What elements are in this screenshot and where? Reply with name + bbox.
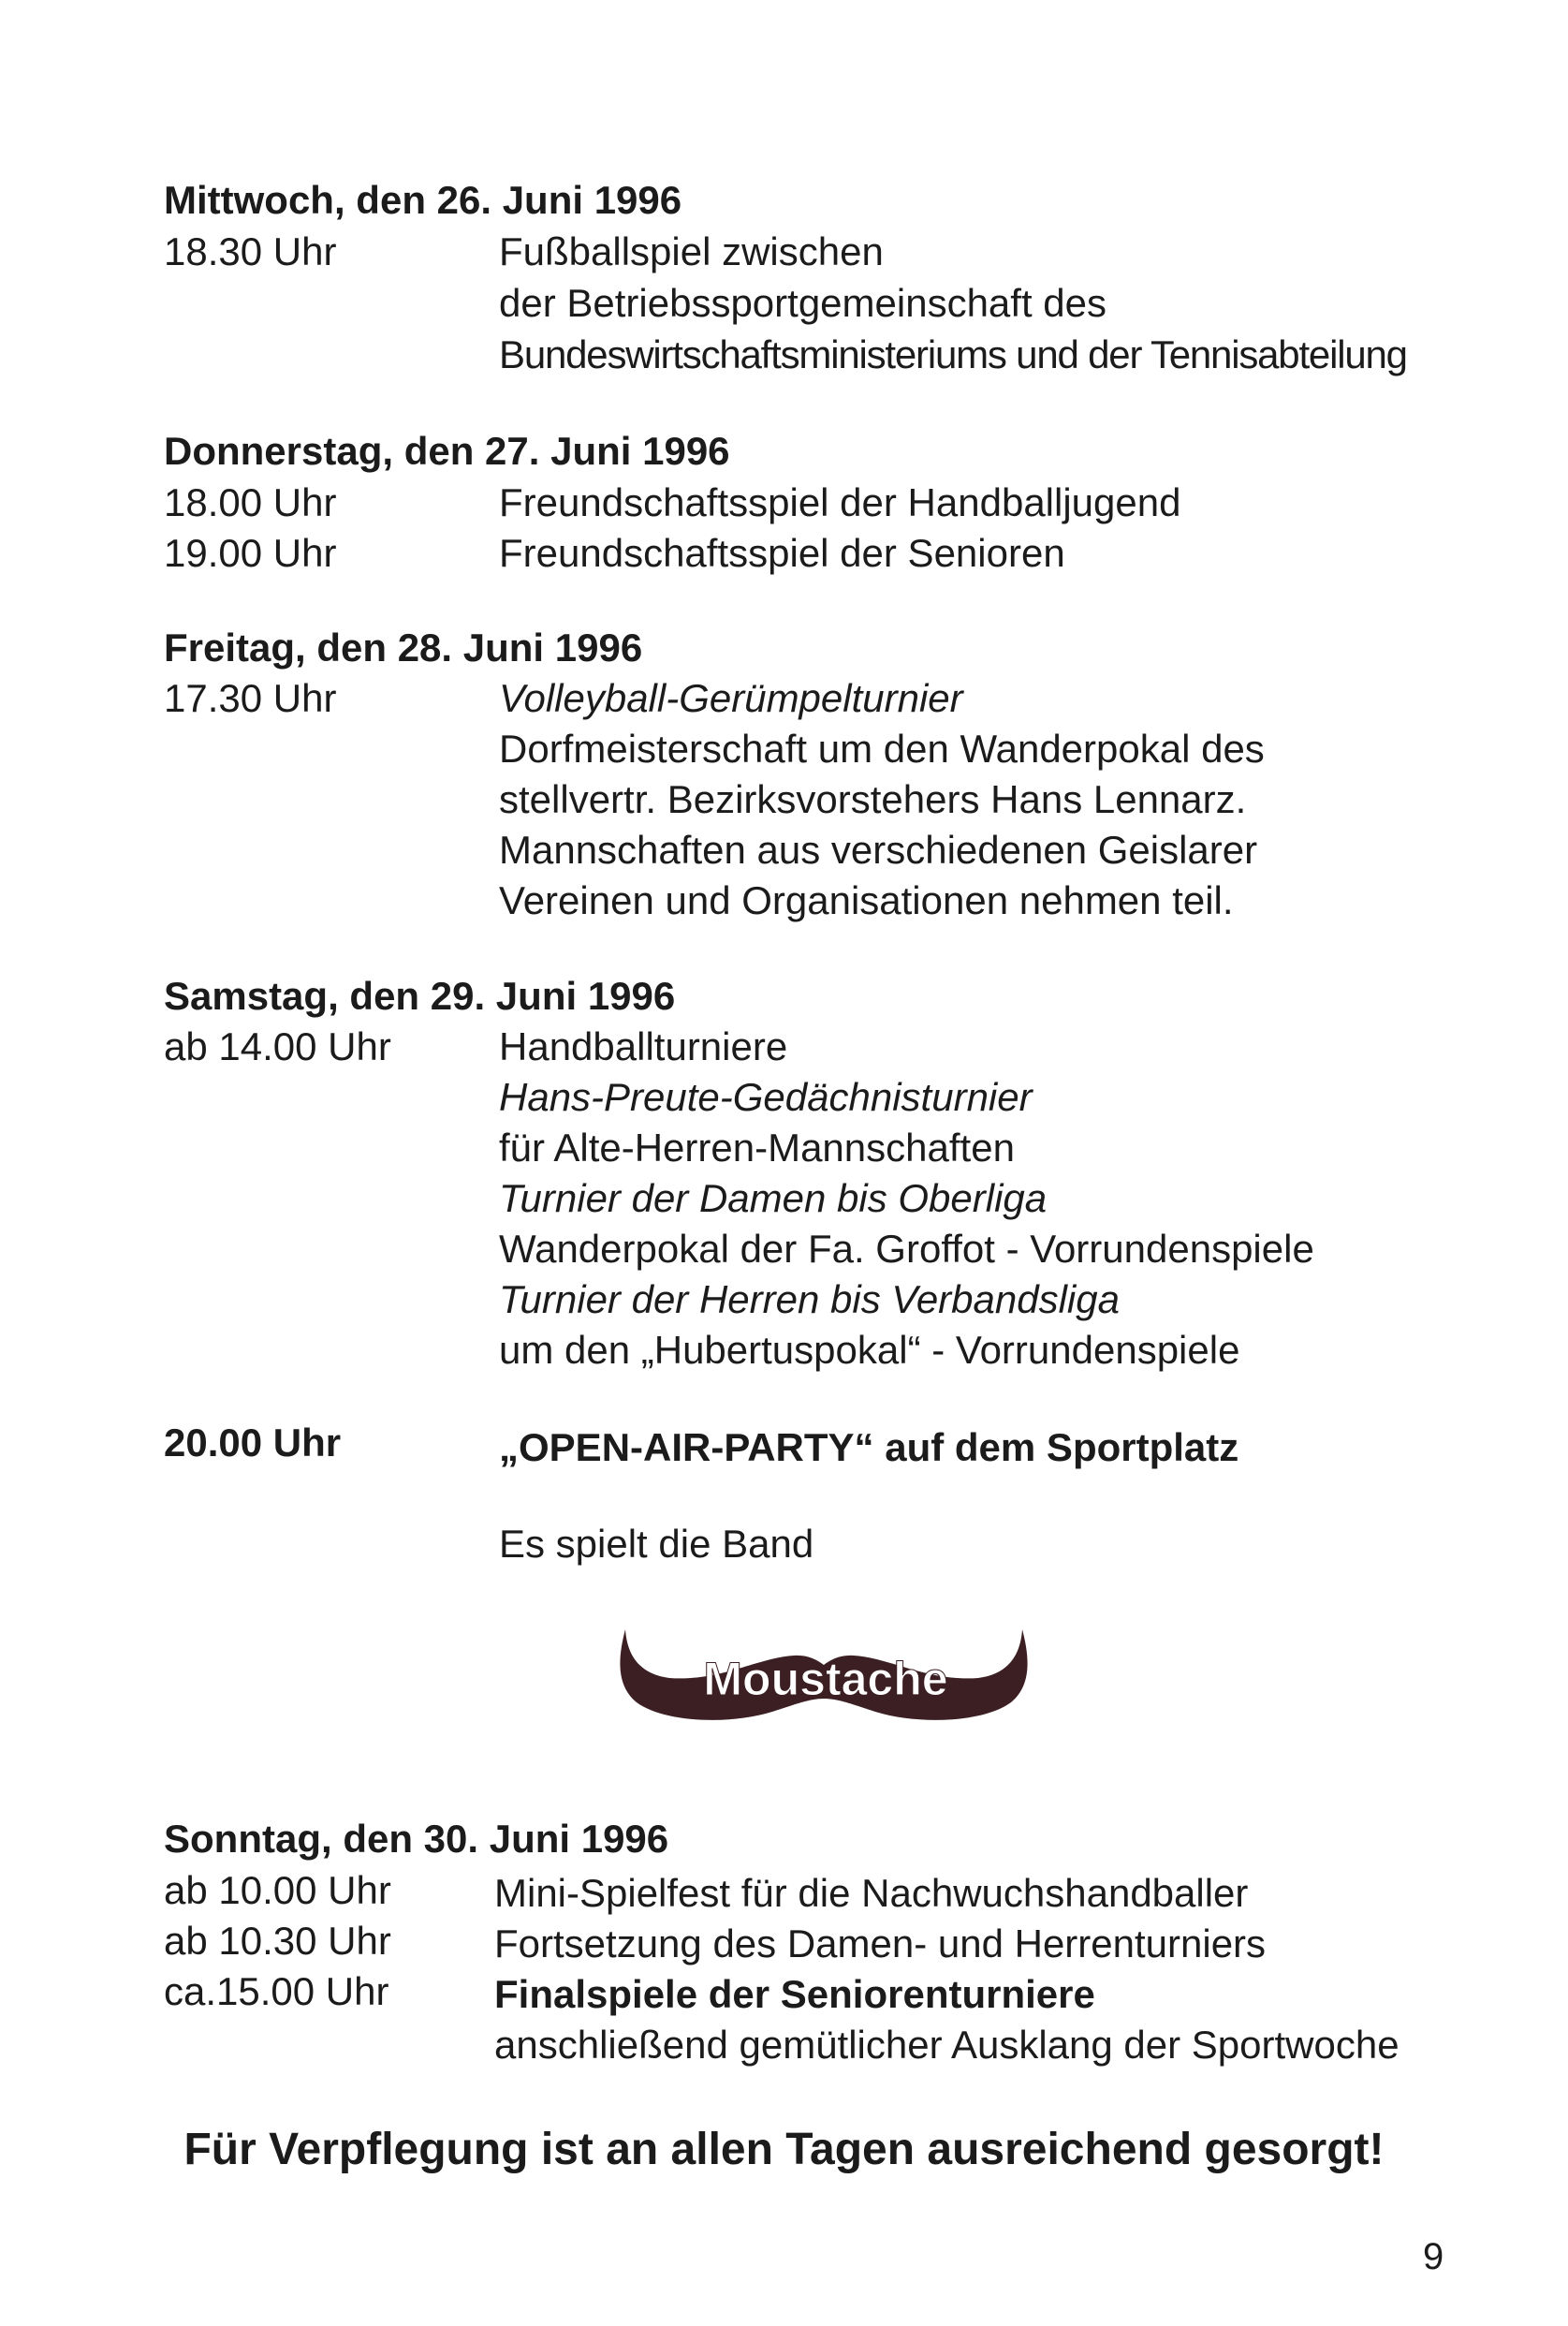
event-line: Vereinen und Organisationen nehmen teil. (499, 878, 1234, 922)
day-heading-wednesday: Mittwoch, den 26. Juni 1996 (164, 178, 682, 222)
band-name: Moustache (703, 1653, 948, 1705)
event-time: 18.00 Uhr (164, 480, 337, 524)
event-time: 17.30 Uhr (164, 676, 337, 720)
event-line: „OPEN-AIR-PARTY“ auf dem Sportplatz (499, 1425, 1239, 1469)
event-line: Volleyball-Gerümpelturnier (499, 676, 963, 720)
event-line: Handballturniere (499, 1024, 788, 1068)
day-heading-thursday: Donnerstag, den 27. Juni 1996 (164, 429, 730, 473)
event-line: um den „Hubertuspokal“ - Vorrundenspiele (499, 1328, 1240, 1372)
event-line: der Betriebssportgemeinschaft des (499, 281, 1107, 325)
event-line: Bundeswirtschaftsministeriums und der Tennisabteilung (499, 332, 1407, 376)
day-heading-saturday: Samstag, den 29. Juni 1996 (164, 974, 676, 1018)
catering-note: Für Verpflegung ist an allen Tagen ausreichend gesorgt! (183, 2125, 1385, 2174)
event-line: Hans-Preute-Gedächnisturnier (499, 1075, 1033, 1119)
event-time: ca.15.00 Uhr (164, 1969, 389, 2013)
event-line: stellvertr. Bezirksvorstehers Hans Lennarz. (499, 777, 1247, 821)
event-line: Fortsetzung des Damen- und Herrenturniers (494, 1921, 1267, 1965)
event-line: Freundschaftsspiel der Senioren (499, 531, 1065, 575)
event-line: für Alte-Herren-Mannschaften (499, 1126, 1015, 1170)
event-line: Wanderpokal der Fa. Groffot - Vorrundenspiele (499, 1227, 1314, 1271)
event-line: Mini-Spielfest für die Nachwuchshandballer (494, 1871, 1249, 1915)
event-line: Freundschaftsspiel der Handballjugend (499, 480, 1181, 524)
moustache-band-logo (608, 1620, 1039, 1742)
event-line: Turnier der Damen bis Oberliga (499, 1176, 1048, 1220)
event-line: Es spielt die Band (499, 1522, 814, 1566)
event-line: Mannschaften aus verschiedenen Geislarer (499, 828, 1258, 872)
event-time: ab 10.00 Uhr (164, 1868, 391, 1912)
day-heading-friday: Freitag, den 28. Juni 1996 (164, 626, 643, 670)
event-time: 19.00 Uhr (164, 531, 337, 575)
event-line: Fußballspiel zwischen (499, 229, 884, 273)
day-heading-sunday: Sonntag, den 30. Juni 1996 (164, 1817, 669, 1861)
event-time: 18.30 Uhr (164, 229, 337, 273)
page-number: 9 (1423, 2236, 1444, 2277)
event-time: 20.00 Uhr (164, 1421, 342, 1465)
event-line: anschließend gemütlicher Ausklang der Sportwoche (494, 2023, 1399, 2067)
event-time: ab 10.30 Uhr (164, 1919, 391, 1963)
event-line: Finalspiele der Seniorenturniere (494, 1972, 1095, 2016)
event-line: Dorfmeisterschaft um den Wanderpokal des (499, 727, 1265, 771)
event-time: ab 14.00 Uhr (164, 1024, 391, 1068)
event-line: Turnier der Herren bis Verbandsliga (499, 1277, 1120, 1321)
